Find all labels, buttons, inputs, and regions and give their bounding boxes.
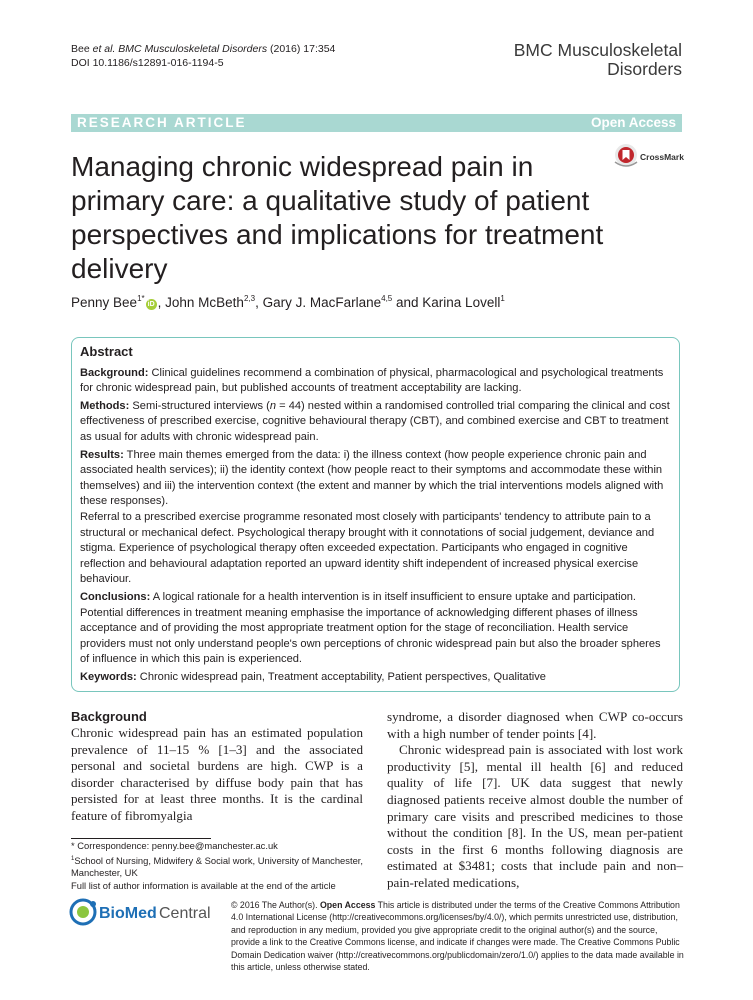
abstract-results-label: Results: bbox=[80, 448, 124, 461]
article-type-label: RESEARCH ARTICLE bbox=[77, 115, 247, 130]
open-access-label: Open Access bbox=[590, 115, 676, 130]
abstract-keywords-text: Chronic widespread pain, Treatment acceptability, Patient perspectives, Qualitative bbox=[136, 670, 546, 683]
author-separator: and bbox=[392, 295, 423, 310]
abstract-box bbox=[71, 337, 680, 692]
license-statement bbox=[231, 899, 686, 973]
author-name[interactable]: John McBeth bbox=[165, 295, 244, 310]
article-title: Managing chronic widespread pain in primary care: a qualitative study of patient perspectives and implications for treatment delivery bbox=[71, 151, 604, 284]
citation-line bbox=[71, 42, 335, 56]
biomed-central-logo[interactable] bbox=[69, 896, 219, 928]
author-name[interactable]: Gary J. MacFarlane bbox=[262, 295, 382, 310]
abstract-background-text: Clinical guidelines recommend a combination of physical, pharmacological and psychological treatments for chronic widespread pain, but published accounts of treatment acceptability are lacking. bbox=[80, 366, 664, 395]
citation-journal: et al. BMC Musculoskeletal Disorders bbox=[92, 43, 268, 55]
abstract-keywords-label: Keywords: bbox=[80, 670, 137, 683]
affiliation-sup: 1 bbox=[71, 855, 75, 862]
abstract-background bbox=[80, 366, 672, 397]
journal-name-line1: BMC Musculoskeletal bbox=[513, 40, 682, 60]
citation-authors: Bee bbox=[71, 43, 93, 55]
body-paragraph: Chronic widespread pain is associated with lost work productivity [5], mental ill health [6] and reduced quality of life [7]. UK data suggest that newly diagnosed patients receive almost double the number of primary care visits and prescribed medicines to those without the condition [8]. In the US, mean per-patient costs in the first 6 months following diagnosis are estimated at $3481; costs that include pain and non–pain-related medications, bbox=[387, 742, 683, 890]
abstract-methods-text: Semi-structured interviews ( bbox=[129, 399, 270, 412]
crossmark-badge[interactable] bbox=[612, 142, 688, 170]
author-list bbox=[71, 290, 691, 312]
abstract-conclusions-label: Conclusions: bbox=[80, 590, 151, 603]
orcid-icon[interactable]: iD bbox=[147, 301, 155, 308]
abstract-results-text: Three main themes emerged from the data: i) the illness context (how people experience chronic pain and associated health services); ii) the identity context (how people react to their symptoms and accommodate these within themselves) and iii) the intervention context (the extent and manner by which the trial interventions models aligned with these responses). bbox=[80, 448, 664, 508]
section-heading-background: Background bbox=[71, 709, 147, 724]
author-affiliation-sup: 1 bbox=[500, 294, 505, 303]
logo-text-bio: BioMed bbox=[99, 905, 157, 922]
affiliation-note bbox=[71, 853, 371, 880]
body-column-right bbox=[387, 709, 683, 892]
author-name[interactable]: Penny Bee bbox=[71, 295, 138, 310]
abstract-results-cont: Referral to a prescribed exercise programme resonated most closely with participants' tendency to attribute pain to a structural or mechanical defect. Psychological therapy brought with it connotations of social judgement, deviance and stigma. Experience of psychological therapy often exceeded expectation. Participants who engaged in cognitive reflection and behavioural adaptation reported an upward identity shift independent of increased physical exercise behaviour. bbox=[80, 510, 655, 586]
abstract-methods-text-cont: = 44) nested within a randomised controlled trial comparing the clinical and cost effectiveness of prescribed exercise, cognitive behavioural therapy (CBT), and combined exercise and CBT to treatment as usual for adults with chronic widespread pain. bbox=[80, 399, 670, 443]
full-author-info-note: Full list of author information is available at the end of the article bbox=[71, 879, 336, 891]
body-paragraph: syndrome, a disorder diagnosed when CWP co-occurs with a high number of tender points [4]. bbox=[387, 709, 683, 741]
abstract-keywords bbox=[80, 670, 672, 686]
journal-name bbox=[514, 41, 682, 79]
author-affiliation-sup: 1* bbox=[137, 294, 145, 303]
abstract-content bbox=[80, 344, 672, 687]
correspondence-note[interactable]: * Correspondence: penny.bee@manchester.ac.uk bbox=[71, 840, 278, 851]
abstract-conclusions-text: A logical rationale for a health intervention is in itself insufficient to ensure uptake and participation. Potential differences in treatment meaning emphasise the importance of acknowledging different phases of illness acceptance and of providing the most appropriate treatment option for the stage of reconciliation. Health service providers must not only understand people's own perceptions of chronic widespread pain but also the broader spheres of influence in which this pain is experienced. bbox=[80, 590, 661, 666]
abstract-heading: Abstract bbox=[80, 344, 133, 359]
doi[interactable]: DOI 10.1186/s12891-016-1194-5 bbox=[71, 57, 224, 69]
body-paragraph: Chronic widespread pain has an estimated population prevalence of 11–15 % [1–3] and the associated personal and societal burdens are high. CWP is a disorder characterised by diffuse body pain that has persisted for at least three months. It is the cardinal feature of fibromyalgia bbox=[71, 725, 363, 823]
abstract-conclusions bbox=[80, 590, 672, 668]
author-affiliation-sup: 4,5 bbox=[381, 294, 393, 303]
body-column-left bbox=[71, 709, 363, 825]
author-separator: , bbox=[157, 295, 166, 310]
author-affiliation-sup: 2,3 bbox=[243, 294, 256, 303]
journal-name-line2: Disorders bbox=[607, 59, 682, 79]
author-name[interactable]: Karina Lovell bbox=[422, 295, 501, 310]
abstract-methods bbox=[80, 399, 672, 446]
footnotes bbox=[71, 840, 371, 892]
abstract-methods-label: Methods: bbox=[80, 399, 130, 412]
logo-text-central: Central bbox=[159, 905, 211, 922]
crossmark-icon bbox=[612, 142, 688, 170]
license-copyright: © 2016 The Author(s). bbox=[231, 900, 320, 910]
footnote-divider bbox=[71, 838, 211, 839]
abstract-methods-n: n bbox=[269, 399, 277, 412]
running-header bbox=[71, 42, 335, 70]
biomed-central-logo-icon bbox=[69, 896, 219, 928]
author-separator: , bbox=[255, 295, 263, 310]
crossmark-label: CrossMark bbox=[640, 152, 684, 162]
citation-volume: (2016) 17:354 bbox=[267, 43, 336, 55]
license-text: This article is distributed under the terms of the Creative Commons Attribution 4.0 International License (http://creativecommons.org/licenses/by/4.0/), which permits unrestricted use, distribution, and reproduction in any medium, provided you give appropriate credit to the original author(s) and the source, provide a link to the Creative Commons license, and indicate if changes were made. The Creative Commons Public Domain Dedication waiver (http://creativecommons.org/publicdomain/zero/1.0/) applies to the data made available in this article, unless otherwise stated. bbox=[231, 900, 684, 973]
abstract-background-label: Background: bbox=[80, 366, 149, 379]
abstract-results bbox=[80, 448, 672, 510]
affiliation-text: School of Nursing, Midwifery & Social work, University of Manchester, Manchester, UK bbox=[71, 854, 363, 878]
license-open-access: Open Access bbox=[319, 900, 376, 910]
article-type-banner bbox=[71, 114, 682, 132]
